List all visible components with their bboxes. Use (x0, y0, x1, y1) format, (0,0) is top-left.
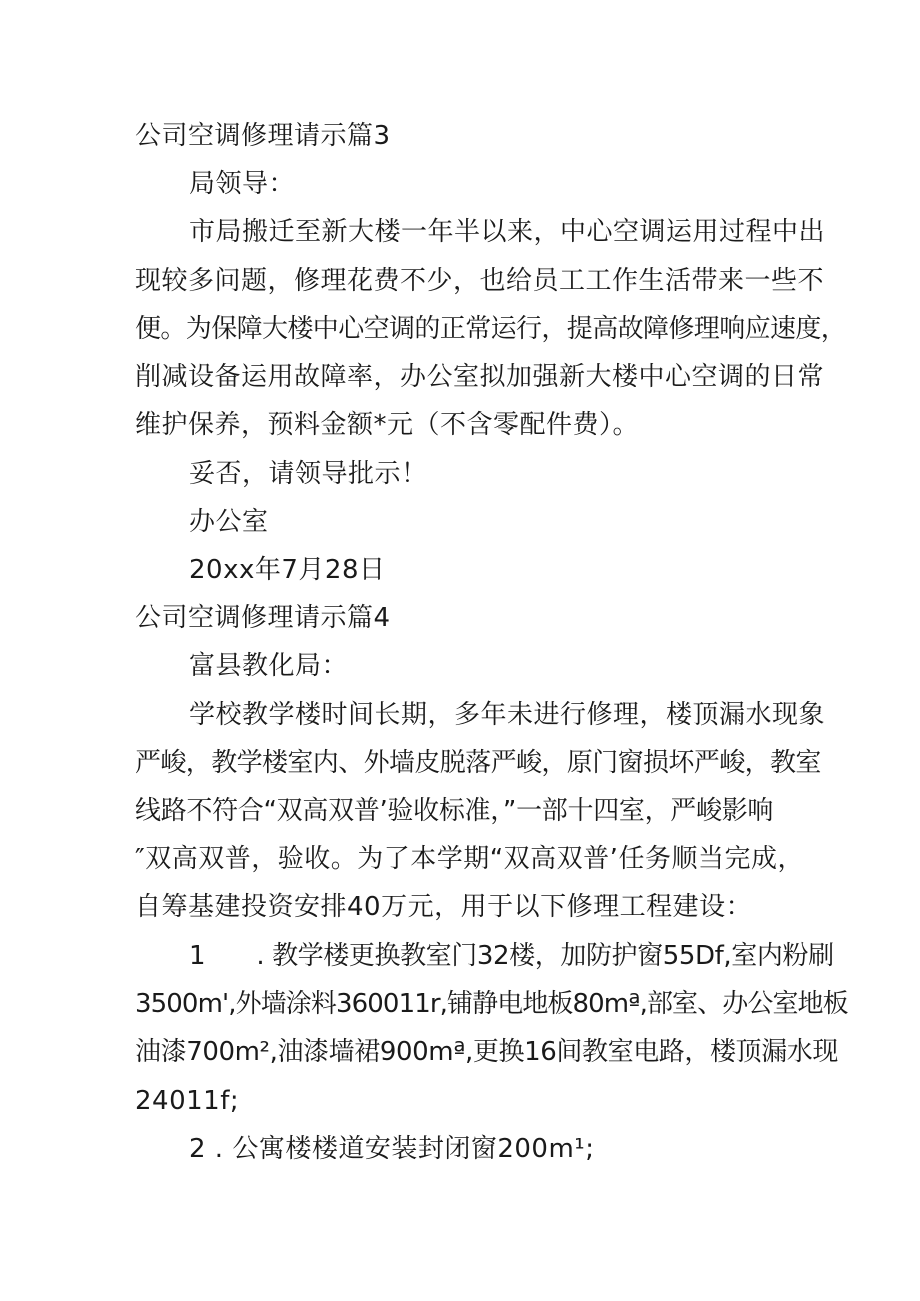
list-item-1-line: 1 . 教学楼更换教室门32楼，加防护窗55Df,室内粉刷 (189, 941, 834, 971)
date: 20xx年7月28日 (189, 555, 386, 585)
body-line: 维护保养，预料金额*元（不含零配件费）。 (135, 410, 640, 440)
signature: 办公室 (189, 507, 269, 537)
salutation: 富县教化局： (189, 651, 349, 681)
list-item-2: 2 . 公寓楼楼道安装封闭窗200m¹; (189, 1134, 595, 1164)
list-item-1-line: 3500m',外墙涂料360011r,铺静电地板80mª,部室、办公室地板 (135, 989, 848, 1019)
section-title: 公司空调修理请示篇3 (135, 121, 391, 151)
request-line: 妥否，请领导批示！ (189, 459, 428, 489)
body-line: ″双高双普，验收。为了本学期“双高双普’任务顺当完成， (135, 844, 804, 874)
body-line: 学校教学楼时间长期，多年未进行修理，楼顶漏水现象 (189, 700, 826, 730)
section-title: 公司空调修理请示篇4 (135, 603, 391, 633)
body-line: 削减设备运用故障率，办公室拟加强新大楼中心空调的日常 (135, 362, 825, 392)
list-item-1-line: 24011f; (135, 1086, 240, 1116)
salutation: 局领导： (189, 169, 296, 199)
body-line: 自筹基建投资安排40万元，用于以下修理工程建设： (135, 892, 753, 922)
body-line: 严峻，教学楼室内、外墙皮脱落严峻，原门窗损坏严峻，教室 (135, 748, 821, 778)
body-line: 现较多问题，修理花费不少，也给员工工作生活带来一些不 (135, 266, 825, 296)
list-item-1-line: 油漆700m²,油漆墙裙900mª,更换16间教室电路，楼顶漏水现 (135, 1037, 838, 1067)
body-line: 线路不符合“双高双普’验收标准，”一部十四室，严峻影响 (135, 796, 774, 826)
body-line: 便。为保障大楼中心空调的正常运行，提高故障修理响应速度， (135, 314, 847, 344)
body-line: 市局搬迁至新大楼一年半以来，中心空调运用过程中出 (189, 217, 826, 247)
